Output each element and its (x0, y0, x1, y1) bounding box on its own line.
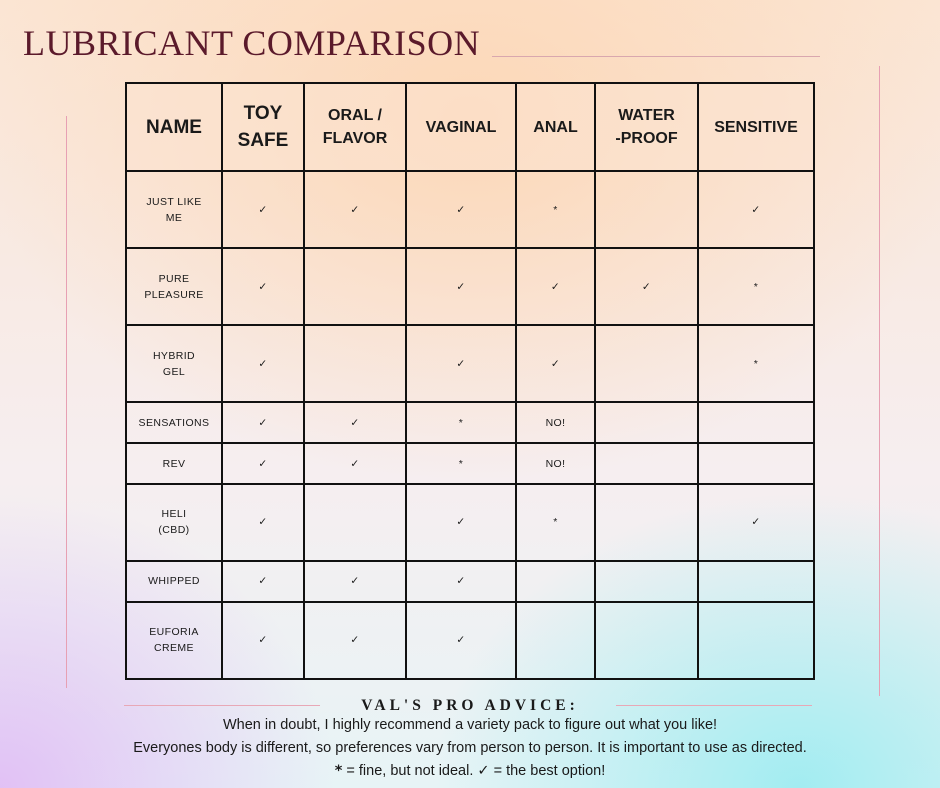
cell-waterproof: ✓ (595, 248, 698, 325)
cell-oral-flavor: ✓ (304, 171, 406, 248)
cell-sensitive (698, 561, 814, 602)
cell-waterproof (595, 484, 698, 561)
cell-anal (516, 561, 595, 602)
cell-anal: NO! (516, 443, 595, 484)
cell-sensitive: ✓ (698, 484, 814, 561)
cell-sensitive: ✓ (698, 171, 814, 248)
table-row (126, 561, 814, 602)
table-row (126, 602, 814, 679)
comparison-table (125, 82, 815, 680)
cell-toy-safe: ✓ (222, 484, 304, 561)
cell-oral-flavor: ✓ (304, 443, 406, 484)
cell-anal (516, 602, 595, 679)
cell-anal: NO! (516, 402, 595, 443)
cell-anal: * (516, 484, 595, 561)
legend-check-text: = the best option! (489, 763, 606, 779)
header-oral-flavor: ORAL / FLAVOR (304, 83, 406, 171)
legend-star-symbol: * (334, 763, 343, 779)
cell-anal: * (516, 171, 595, 248)
cell-sensitive (698, 402, 814, 443)
cell-toy-safe: ✓ (222, 402, 304, 443)
cell-toy-safe: ✓ (222, 248, 304, 325)
table-row (126, 443, 814, 484)
header-vaginal: VAGINAL (406, 83, 516, 171)
product-name-cell: REV (126, 443, 222, 484)
product-name-cell: HELI (CBD) (126, 484, 222, 561)
cell-oral-flavor: ✓ (304, 561, 406, 602)
header-name: NAME (126, 83, 222, 171)
table-row (126, 402, 814, 443)
cell-vaginal: * (406, 443, 516, 484)
header-sensitive: SENSITIVE (698, 83, 814, 171)
product-name-cell: EUFORIA CREME (126, 602, 222, 679)
product-name-cell: HYBRID GEL (126, 325, 222, 402)
cell-toy-safe: ✓ (222, 171, 304, 248)
cell-sensitive: * (698, 248, 814, 325)
advice-title: VAL'S PRO ADVICE: (361, 697, 579, 714)
header-toy-safe: TOY SAFE (222, 83, 304, 171)
cell-vaginal: ✓ (406, 602, 516, 679)
advice-legend (0, 763, 940, 779)
cell-sensitive: * (698, 325, 814, 402)
page-title: LUBRICANT COMPARISON (23, 23, 481, 63)
cell-oral-flavor (304, 325, 406, 402)
cell-waterproof (595, 602, 698, 679)
cell-oral-flavor (304, 248, 406, 325)
cell-vaginal: ✓ (406, 325, 516, 402)
cell-anal: ✓ (516, 248, 595, 325)
cell-sensitive (698, 443, 814, 484)
advice-text-1: When in doubt, I highly recommend a variety pack to figure out what you like! (222, 717, 718, 733)
product-name-cell: PURE PLEASURE (126, 248, 222, 325)
cell-vaginal: * (406, 402, 516, 443)
table-row (126, 325, 814, 402)
cell-waterproof (595, 443, 698, 484)
checkmark-icon: ✓ (477, 763, 490, 779)
advice-text-2: Everyones body is different, so preferences vary from person to person. It is important to use as directed. (133, 740, 807, 756)
table-header-row (126, 83, 814, 171)
product-name-cell: WHIPPED (126, 561, 222, 602)
cell-oral-flavor (304, 484, 406, 561)
cell-oral-flavor: ✓ (304, 402, 406, 443)
table-row (126, 484, 814, 561)
product-name-cell: JUST LIKE ME (126, 171, 222, 248)
cell-vaginal: ✓ (406, 171, 516, 248)
cell-waterproof (595, 402, 698, 443)
cell-toy-safe: ✓ (222, 443, 304, 484)
header-anal: ANAL (516, 83, 595, 171)
table-row (126, 171, 814, 248)
cell-waterproof (595, 171, 698, 248)
legend-star-text: = fine, but not ideal. (342, 763, 478, 779)
cell-toy-safe: ✓ (222, 602, 304, 679)
title-divider (492, 56, 820, 57)
cell-sensitive (698, 602, 814, 679)
header-waterproof: WATER -PROOF (595, 83, 698, 171)
cell-vaginal: ✓ (406, 248, 516, 325)
cell-vaginal: ✓ (406, 484, 516, 561)
right-decorative-line (879, 66, 880, 696)
cell-waterproof (595, 325, 698, 402)
left-decorative-line (66, 116, 67, 688)
cell-vaginal: ✓ (406, 561, 516, 602)
cell-toy-safe: ✓ (222, 561, 304, 602)
product-name-cell: SENSATIONS (126, 402, 222, 443)
cell-toy-safe: ✓ (222, 325, 304, 402)
cell-waterproof (595, 561, 698, 602)
cell-anal: ✓ (516, 325, 595, 402)
table-row (126, 248, 814, 325)
cell-oral-flavor: ✓ (304, 602, 406, 679)
